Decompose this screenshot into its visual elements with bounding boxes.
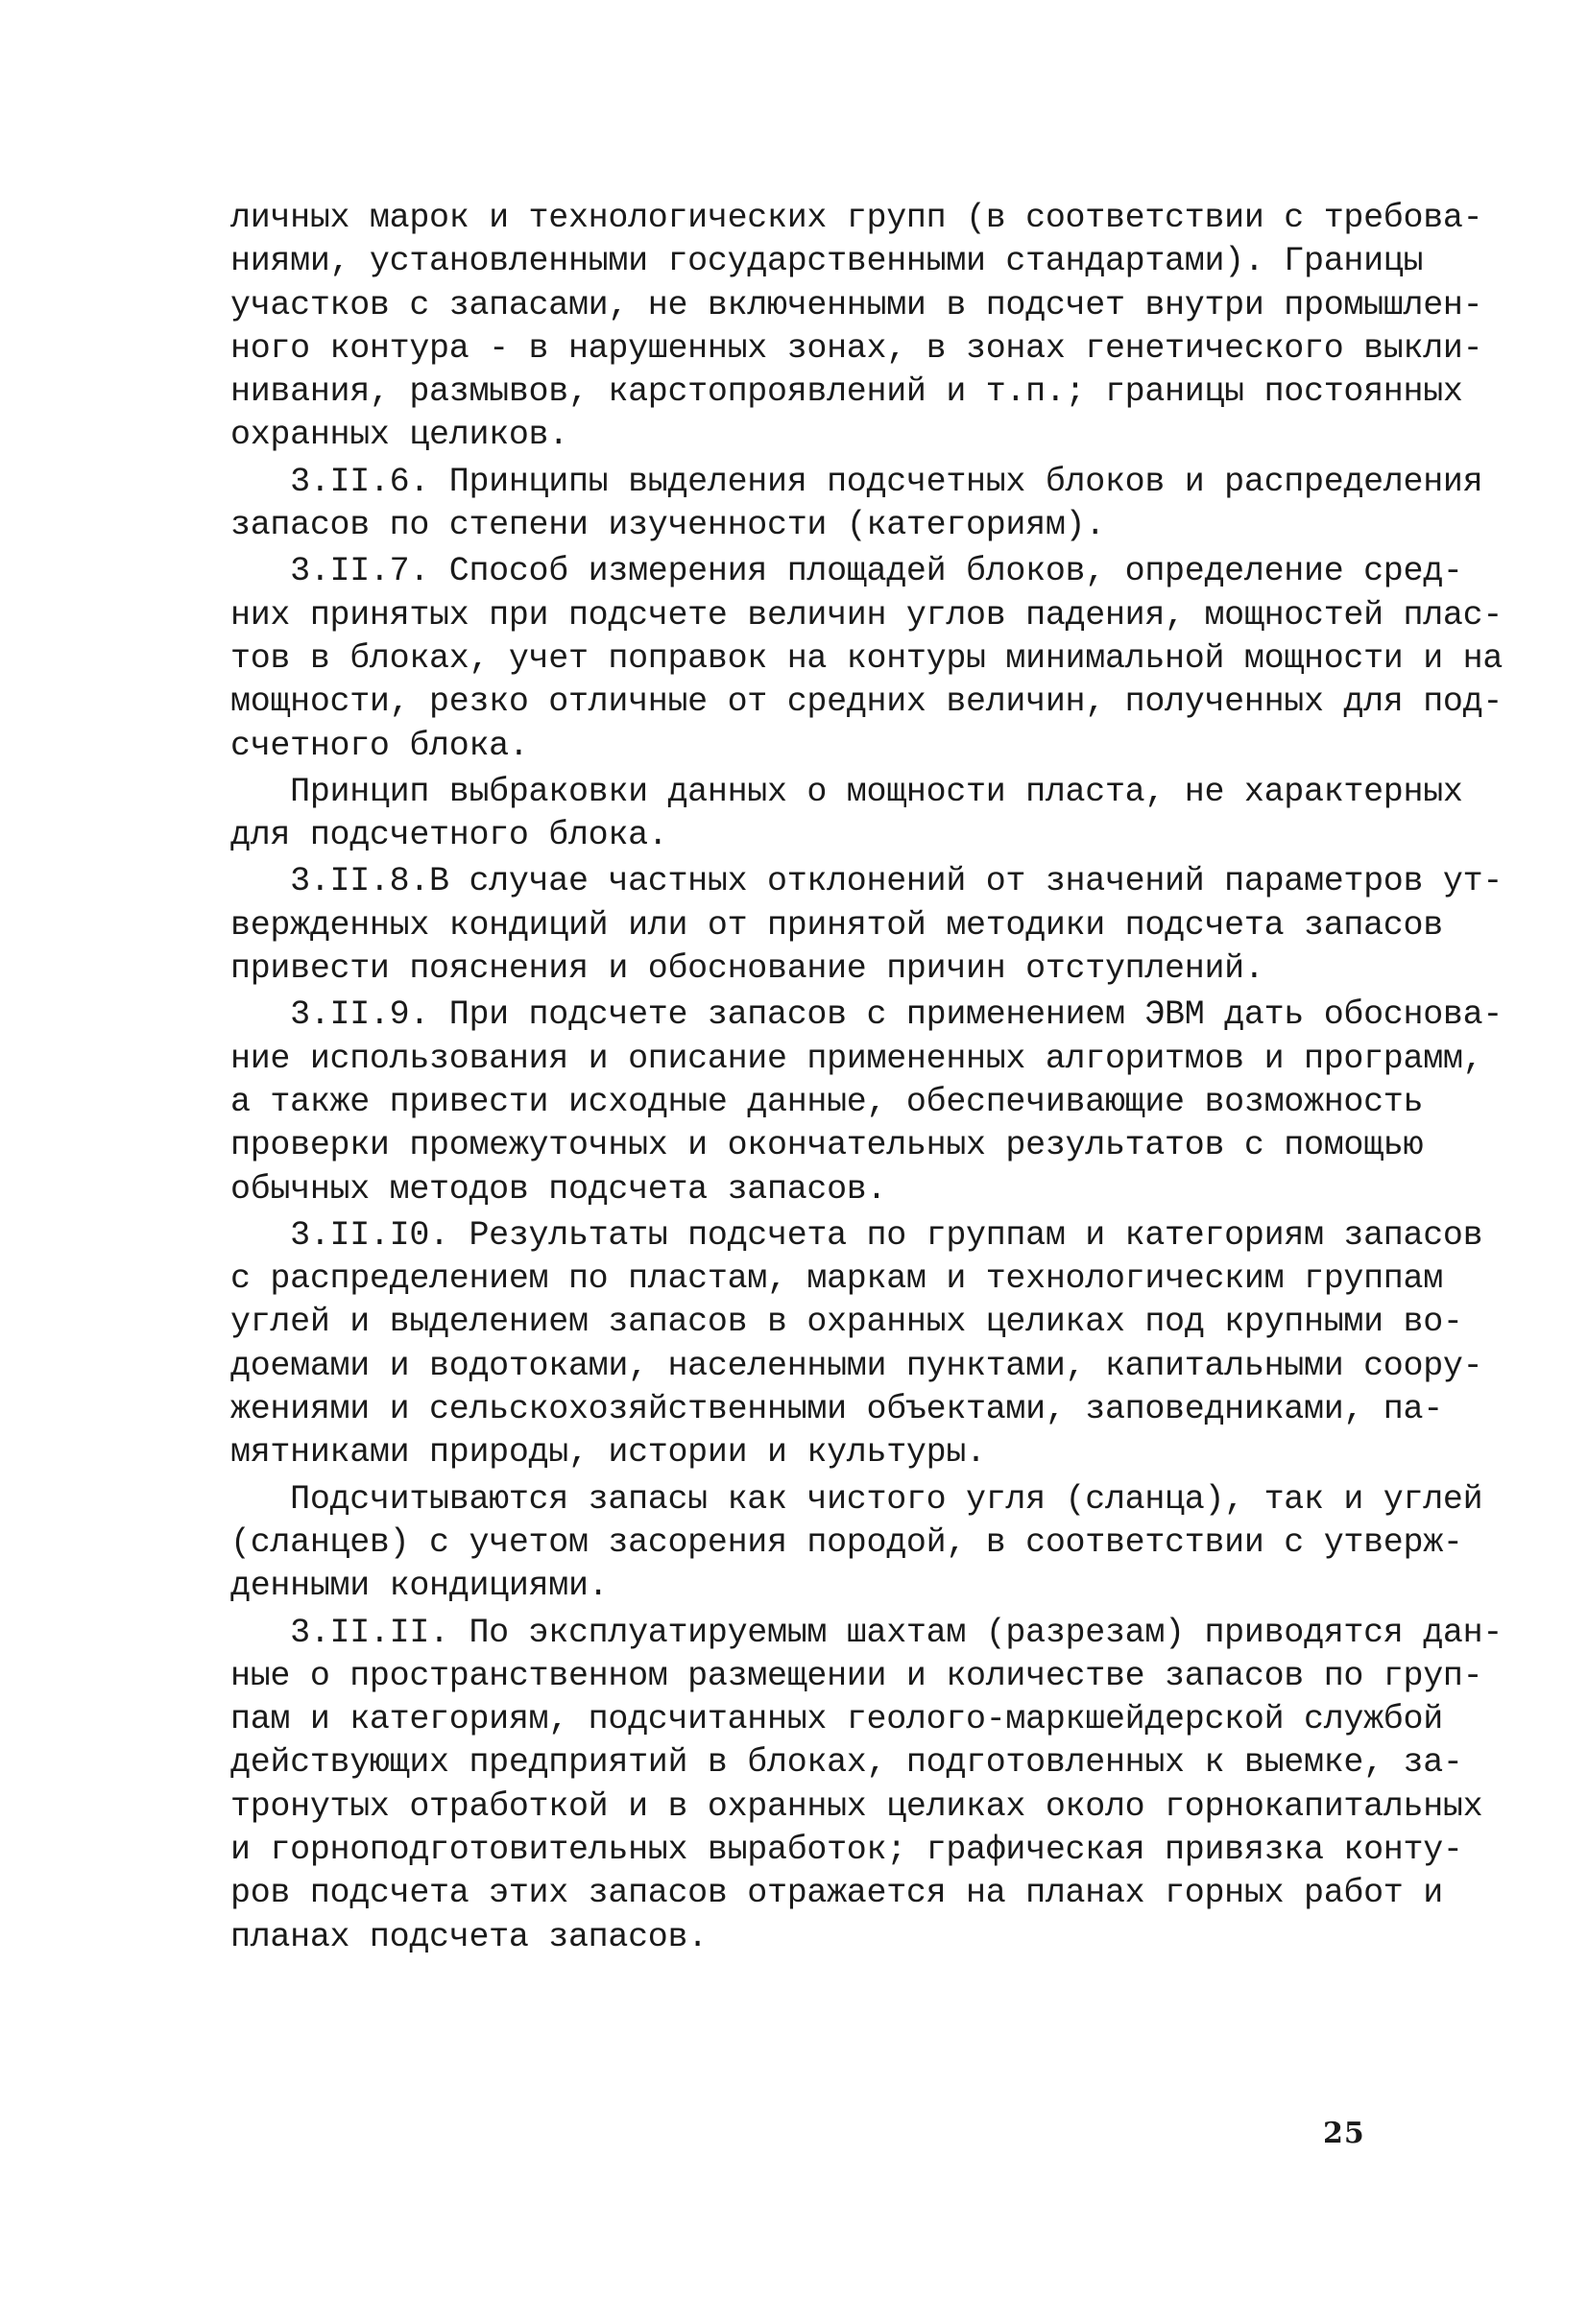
text-line: привести пояснения и обоснование причин отступлений. bbox=[230, 949, 1264, 989]
text-line: ниями, установленными государственными стандартами). Границы bbox=[230, 242, 1424, 281]
text-line: ного контура - в нарушенных зонах, в зонах генетического выкли- bbox=[230, 328, 1483, 368]
text-line: 3.II.II. По эксплуатируемым шахтам (разрезам) приводятся дан- bbox=[230, 1613, 1504, 1652]
text-line: действующих предприятий в блоках, подготовленных к выемке, за- bbox=[230, 1743, 1463, 1783]
text-line: с распределением по пластам, маркам и технологическим группам bbox=[230, 1259, 1443, 1299]
text-line: пам и категориям, подсчитанных геолого-маркшейдерской службой bbox=[230, 1700, 1443, 1739]
text-line: мятниками природы, истории и культуры. bbox=[230, 1433, 986, 1473]
text-line: ров подсчета этих запасов отражается на планах горных работ и bbox=[230, 1874, 1443, 1913]
text-line: 3.II.9. При подсчете запасов с применением ЭВМ дать обоснова- bbox=[230, 995, 1504, 1035]
text-line: а также привести исходные данные, обеспечивающие возможность bbox=[230, 1082, 1424, 1121]
text-line: вержденных кондиций или от принятой методики подсчета запасов bbox=[230, 905, 1443, 945]
text-line: участков с запасами, не включенными в подсчет внутри промышлен- bbox=[230, 285, 1483, 324]
text-line: обычных методов подсчета запасов. bbox=[230, 1169, 887, 1209]
text-line: денными кондициями. bbox=[230, 1567, 609, 1606]
text-line: (сланцев) с учетом засорения породой, в соответствии с утверж- bbox=[230, 1522, 1463, 1562]
text-line: счетного блока. bbox=[230, 726, 529, 765]
text-line: жениями и сельскохозяйственными объектами, заповедниками, па- bbox=[230, 1390, 1443, 1429]
text-line: планах подсчета запасов. bbox=[230, 1917, 708, 1956]
page-number: 25 bbox=[1323, 2117, 1365, 2150]
text-line: ние использования и описание примененных алгоритмов и программ, bbox=[230, 1039, 1483, 1078]
text-line: тов в блоках, учет поправок на контуры минимальной мощности и на bbox=[230, 638, 1504, 678]
text-line: 3.II.7. Способ измерения площадей блоков, определение сред- bbox=[230, 552, 1463, 591]
text-line: и горноподготовительных выработок; графическая привязка конту- bbox=[230, 1830, 1463, 1869]
text-line: охранных целиков. bbox=[230, 416, 568, 455]
text-line: 3.II.8.В случае частных отклонений от значений параметров ут- bbox=[230, 862, 1504, 901]
text-line: для подсчетного блока. bbox=[230, 816, 668, 855]
text-line: Подсчитываются запасы как чистого угля (сланца), так и углей bbox=[230, 1479, 1483, 1519]
text-line: них принятых при подсчете величин углов падения, мощностей плас- bbox=[230, 595, 1504, 635]
text-line: нивания, размывов, карстопроявлений и т.п.; границы постоянных bbox=[230, 372, 1463, 412]
text-line: 3.II.I0. Результаты подсчета по группам и категориям запасов bbox=[230, 1215, 1483, 1255]
text-line: доемами и водотоками, населенными пунктами, капитальными соору- bbox=[230, 1346, 1483, 1385]
text-line: запасов по степени изученности (категориям). bbox=[230, 506, 1105, 545]
text-line: Принцип выбраковки данных о мощности пласта, не характерных bbox=[230, 772, 1463, 811]
text-line: проверки промежуточных и окончательных результатов с помощью bbox=[230, 1126, 1424, 1165]
document-body bbox=[230, 197, 1504, 1959]
text-line: личных марок и технологических групп (в соответствии с требова- bbox=[230, 199, 1483, 237]
text-line: ные о пространственном размещении и количестве запасов по груп- bbox=[230, 1656, 1483, 1695]
text-line: тронутых отработкой и в охранных целиках около горнокапитальных bbox=[230, 1786, 1483, 1826]
text-line: мощности, резко отличные от средних величин, полученных для под- bbox=[230, 683, 1504, 722]
text-line: 3.II.6. Принципы выделения подсчетных блоков и распределения bbox=[230, 462, 1483, 501]
text-line: углей и выделением запасов в охранных целиках под крупными во- bbox=[230, 1303, 1463, 1342]
